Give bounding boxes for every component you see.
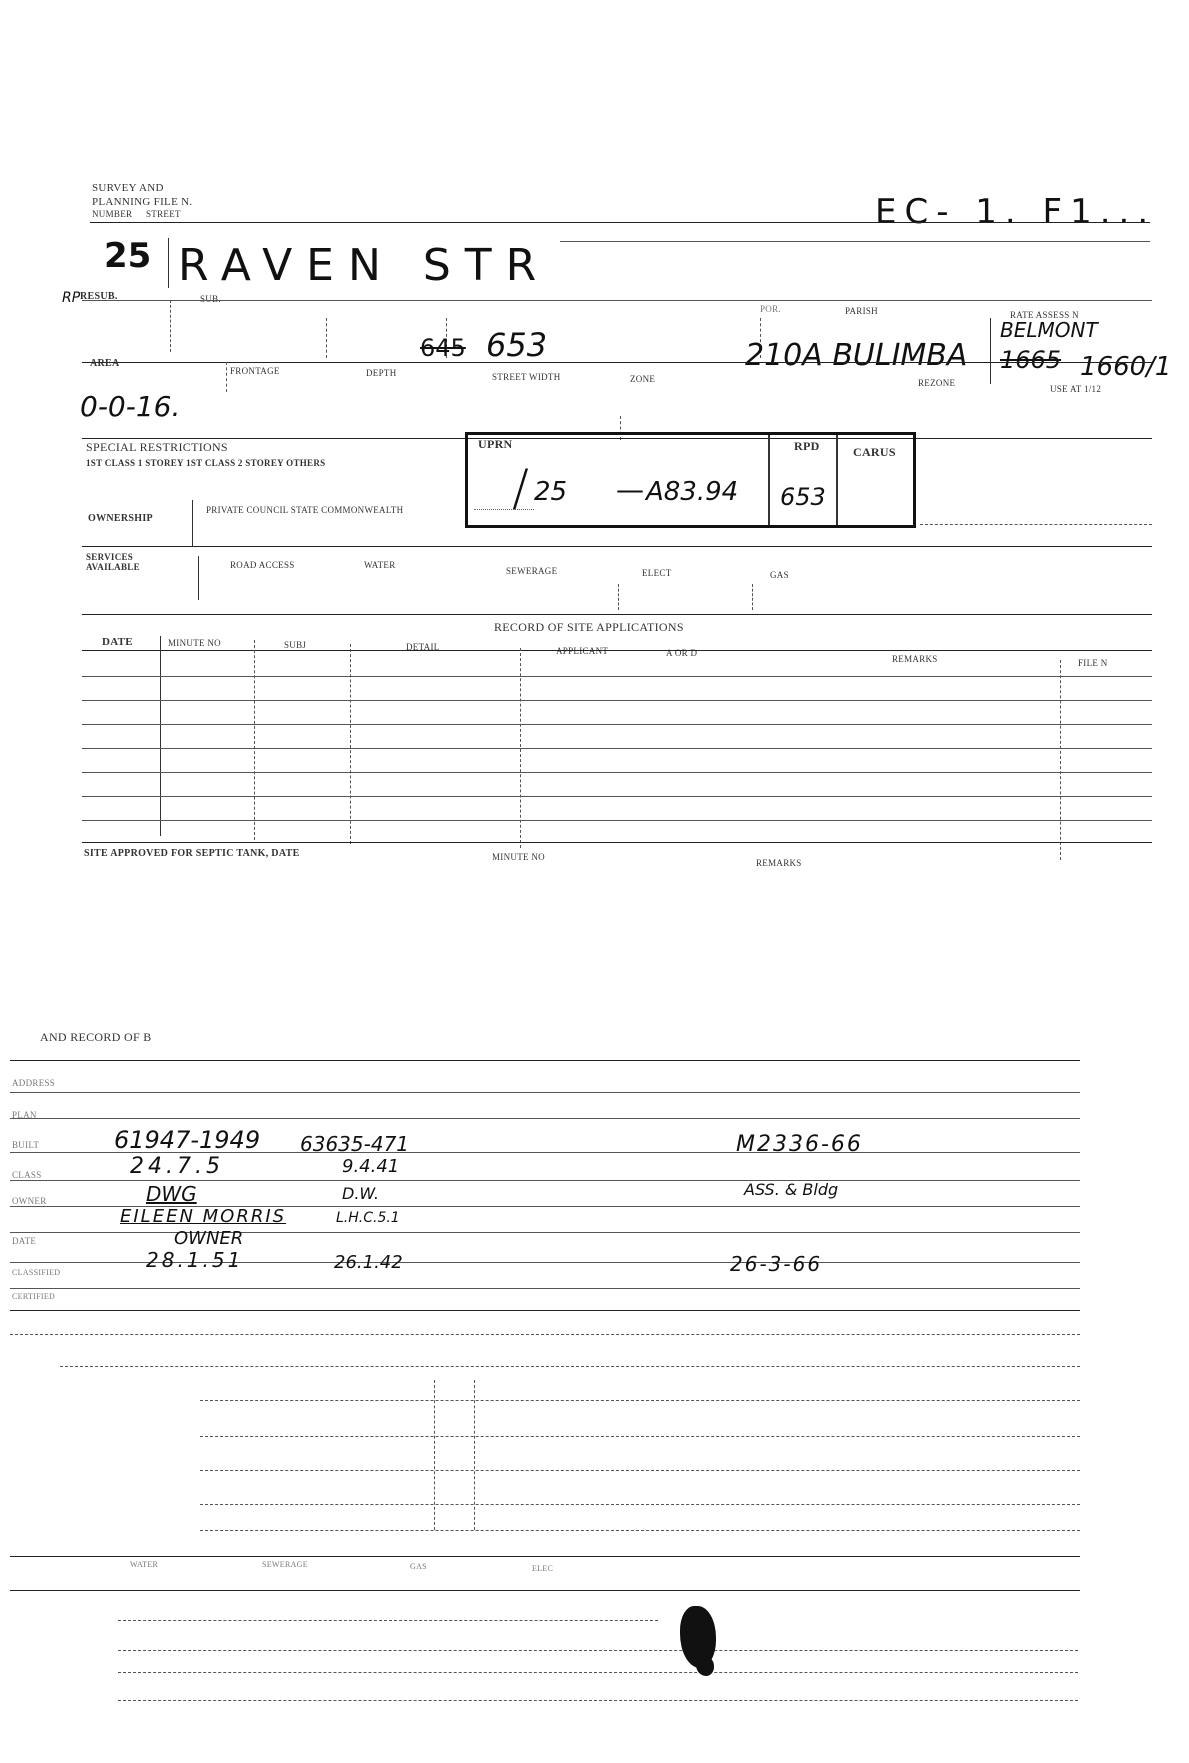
divider [326,318,327,358]
rule [200,1470,1080,1471]
bottom-label: GAS [410,1562,427,1571]
lot-number: 653 [486,326,548,364]
date-4: 26.1.42 [334,1252,403,1273]
rule [82,362,1152,363]
parish-handwriting: 210A BULIMBA [745,338,968,373]
uprn-label: UPRN [478,437,513,451]
col-date: DATE [102,636,133,648]
divider [192,500,193,546]
planning-file-label: PLANNING FILE N. [92,196,193,208]
rpd-value: 653 [780,483,826,511]
area-label: AREA [90,358,120,369]
row-label: DATE [12,1236,37,1246]
divider [618,584,619,610]
table-divider [350,644,351,844]
divider [752,584,753,610]
depth-label: DEPTH [366,368,397,378]
rule [118,1620,658,1621]
col-subj: SUBJ [284,640,307,650]
col-agent: A OR D [666,648,698,658]
table-row [10,1232,1080,1233]
col-file: FILE N [1078,658,1108,668]
row-label: CLASSIFIED [12,1268,61,1277]
frontage-label: FRONTAGE [230,366,280,376]
col-remarks: REMARKS [892,654,938,664]
rule [82,300,1152,301]
divider [168,238,169,288]
owner-3: OWNER [174,1228,244,1249]
row-label: PLAN [12,1110,37,1120]
water-label: WATER [364,560,396,570]
table-row [82,748,1152,749]
septic-label: SITE APPROVED FOR SEPTIC TANK, DATE [84,848,300,859]
rule [10,1060,1080,1061]
table-divider [254,640,255,840]
portion-label: POR. [760,304,781,314]
sub-label: SUB. [200,294,221,304]
divider [226,362,227,392]
bottom-title: AND RECORD OF B [40,1030,152,1044]
right-value-2: ASS. & Bldg [744,1180,839,1199]
date-2: 9.4.41 [342,1156,400,1177]
services-label: SERVICES AVAILABLE [86,552,140,572]
row-label: OWNER [12,1196,47,1206]
bad-number: 61947-1949 [114,1126,261,1154]
resub-label: RESUB. [80,291,118,302]
rate-handwriting-2: 1660/1 [1080,352,1172,382]
col-minute: MINUTE NO [168,638,221,648]
rule [200,1400,1080,1401]
rule [200,1530,1080,1531]
uprn-value-a: 25 [534,477,568,507]
table-row [10,1288,1080,1289]
bottom-label: ELEC [532,1564,554,1573]
rate-handwriting-1: BELMONT [1000,318,1098,342]
table-divider [160,636,161,836]
date-1: 24.7.5 [130,1154,224,1179]
right-value-1: M2336-66 [736,1132,863,1157]
type-2: D.W. [342,1184,380,1203]
type-1: DWG [146,1182,197,1206]
owner-1: EILEEN MORRIS [120,1206,287,1227]
zone-label: ZONE [630,374,656,384]
rezone-label: REZONE [918,378,956,388]
owner-2: L.H.C.5.1 [336,1210,400,1226]
table-row [82,820,1152,821]
box-divider [768,435,770,525]
top-right-handwriting: EC- 1. F1... [875,192,1157,232]
divider [170,300,171,352]
rule [90,222,1150,223]
ownership-options: PRIVATE COUNCIL STATE COMMONWEALTH [206,505,404,515]
rpd-label: RPD [794,439,820,453]
rule [560,241,1150,242]
gas-label: GAS [770,570,789,580]
survey-planning-label: SURVEY AND [92,182,164,194]
septic-minute: MINUTE NO [492,852,545,862]
elect-label: ELECT [642,568,672,578]
rule [200,1436,1080,1437]
rule [10,1590,1080,1591]
rule [118,1672,1078,1673]
rule [82,546,1152,547]
use-label: USE AT 1/12 [1050,384,1102,394]
table-row [82,772,1152,773]
uprn-slash: / [512,459,529,517]
address-number: 25 [104,236,152,276]
rule [920,524,1152,525]
col-applicant: APPLICANT [556,646,609,656]
rate-handwriting-struck: 1665 [1000,346,1062,374]
street-label: STREET [146,209,181,219]
parish-label: PARISH [845,306,878,316]
rule [10,1092,1080,1093]
rule [474,509,534,510]
table-row [82,796,1152,797]
table-row [10,1180,1080,1181]
rp-mark: RP [62,290,81,306]
row-label: ADDRESS [12,1078,56,1088]
divider [434,1380,435,1530]
table-row [82,724,1152,725]
uprn-value-b: A83.94 [646,477,739,507]
rule [10,1310,1080,1311]
divider [474,1380,475,1530]
rule [82,650,1152,651]
date-3: 28.1.51 [146,1248,244,1272]
septic-remarks: REMARKS [756,858,802,868]
area-value: 0-0-16. [80,390,181,423]
bottom-label: WATER [130,1560,159,1569]
rule [200,1504,1080,1505]
class-line: 1ST CLASS 1 STOREY 1ST CLASS 2 STOREY OTHERS [86,458,326,468]
ownership-label: OWNERSHIP [88,513,153,524]
row-label: CERTIFIED [12,1292,56,1301]
divider [990,318,991,384]
road-access-label: ROAD ACCESS [230,560,295,570]
col-detail: DETAIL [406,642,440,652]
carus-label: CARUS [853,445,896,459]
right-value-3: 26-3-66 [730,1252,823,1276]
uprn-dash: — [616,473,644,506]
street-width-label: STREET WIDTH [492,372,561,382]
uprn-box [465,432,916,528]
sewerage-label: SEWERAGE [506,566,558,576]
divider [198,556,199,600]
address-street: RAVEN STR [178,240,551,291]
special-restrictions-label: SPECIAL RESTRICTIONS [86,440,228,454]
rate-label: RATE ASSESS N [1010,310,1079,320]
record-title: RECORD OF SITE APPLICATIONS [494,620,684,634]
table-row [82,700,1152,701]
row-label: BUILT [12,1140,40,1150]
ink-smudge [696,1656,714,1676]
rule [10,1556,1080,1557]
rule [118,1650,1078,1651]
rule [82,614,1152,615]
table-row [10,1118,1080,1119]
rule [10,1334,1080,1335]
rule [82,842,1152,843]
number-label: NUMBER [92,209,133,219]
table-divider [1060,660,1061,860]
table-row [82,676,1152,677]
rule [60,1366,1080,1367]
bottom-label: SEWERAGE [262,1560,308,1569]
rule [118,1700,1078,1701]
bad-number-2: 63635-471 [300,1132,410,1156]
box-divider [836,435,838,525]
row-label: CLASS [12,1170,42,1180]
lot-struck: 645 [420,334,466,362]
